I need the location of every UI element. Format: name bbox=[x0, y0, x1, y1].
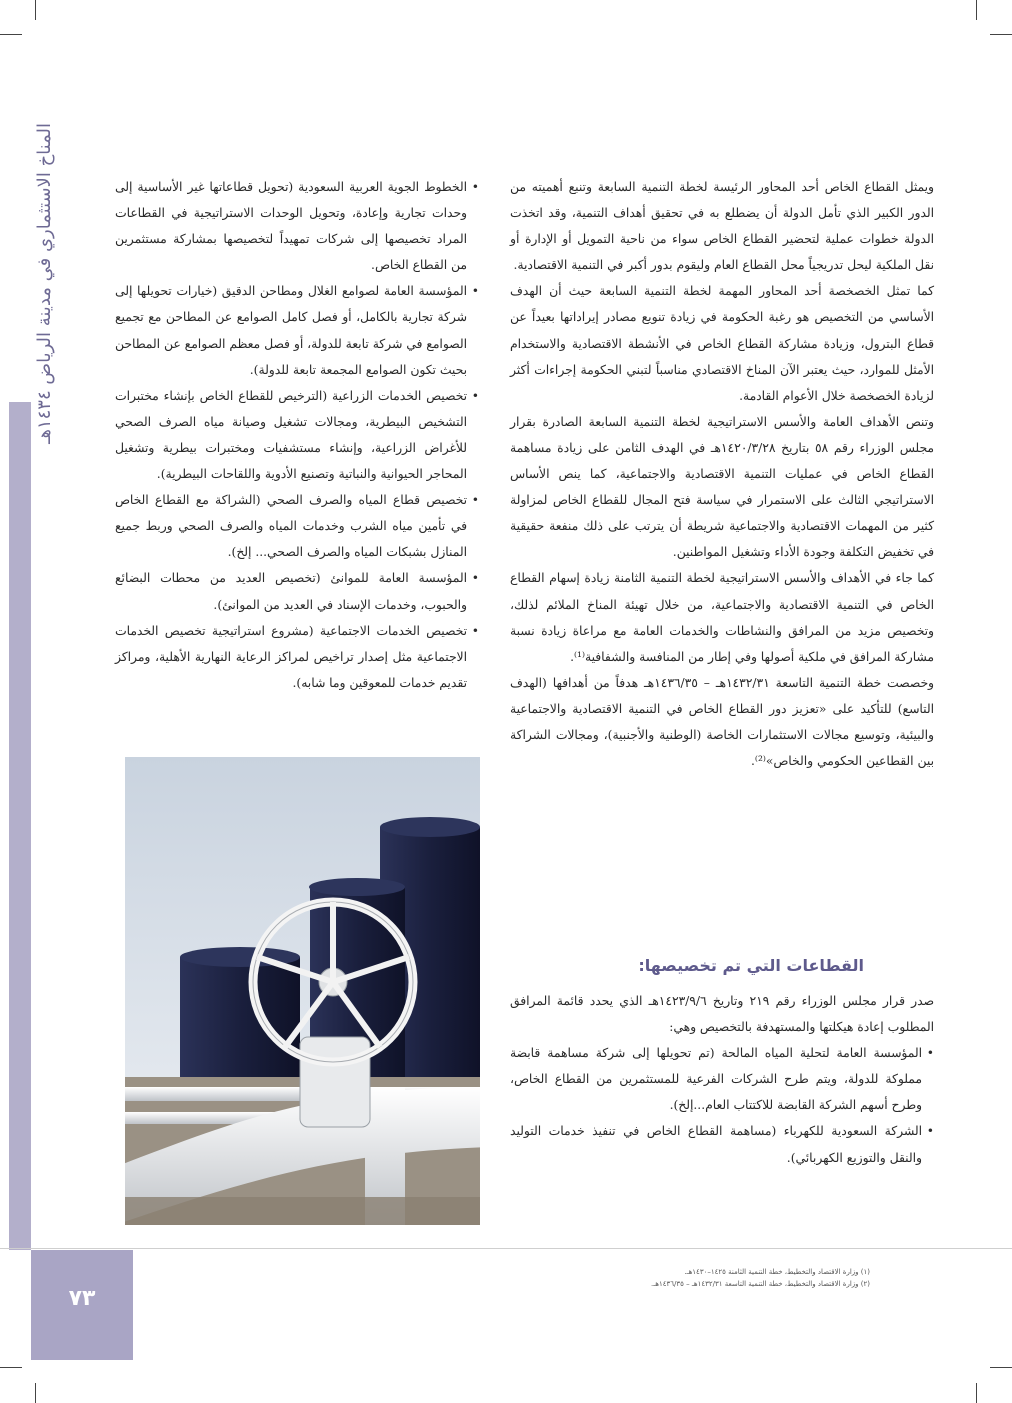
paragraph: وخصصت خطة التنمية التاسعة ١٤٣٢/٣١هـ – ١٤٣٦/٣٥هـ هدفاً من أهدافها (الهدف التاسع) للتأكيد على «تعزيز دور القطاع الخاص في التنمية الاقتصادية والاجتماعية والبيئية، وتوسيع مجالات الاستثمارات الخاصة (الوطنية والأجنبية)، ومجالات الشراكة بين القطاعين الحكومي والخاص»⁽²⁾. bbox=[510, 675, 934, 769]
paragraph: كما جاء في الأهداف والأسس الاستراتيجية لخطة التنمية الثامنة زيادة إسهام القطاع الخاص في التنمية الاقتصادية والاجتماعية، من خلال تهيئة المناخ الملائم لذلك، وتخصيص مزيد من المرافق والنشاطات والخدمات العامة مع مراعاة زيادة نسبة مشاركة المرافق في ملكية أصولها وفي إطار من المنافسة والشفافية⁽¹⁾. bbox=[510, 571, 934, 664]
list-item: • تخصيص الخدمات الاجتماعية (مشروع استراتيجية تخصيص الخدمات الاجتماعية مثل إصدار تراخيص لمراكز الرعاية النهارية الأهلية، ومراكز تقديم خدمات للمعوقين وما شابه). bbox=[115, 618, 479, 696]
list-item: • المؤسسة العامة لتحلية المياه المالحة (تم تحويلها إلى شركة مساهمة قابضة مملوكة للدولة، ويتم طرح الشركات الفرعية للمستثمرين من القطاع الخاص، وطرح أسهم الشركة القابضة للاكتتاب العام...إلخ). bbox=[510, 1040, 934, 1118]
section-heading: القطاعات التي تم تخصيصها: bbox=[638, 956, 864, 975]
crop-mark bbox=[0, 1367, 22, 1368]
footnotes bbox=[500, 1266, 870, 1290]
sidebar-band bbox=[9, 402, 31, 1250]
crop-mark bbox=[35, 1383, 36, 1403]
list-item: • الخطوط الجوية العربية السعودية (تحويل قطاعاتها غير الأساسية إلى وحدات تجارية وإعادة، وتحويل الوحدات الاستراتيجية في القطاعات المراد تخصيصها إلى شركات تمهيداً لتخصيصها بمشاركة مستثمرين من القطاع الخاص. bbox=[115, 174, 479, 278]
section-intro: صدر قرار مجلس الوزراء رقم ٢١٩ وتاريخ ١٤٢٣/٩/٦هـ الذي يحدد قائمة المرافق المطلوب إعادة هيكلتها والمستهدفة بالتخصيص وهي: bbox=[510, 994, 934, 1035]
right-column bbox=[510, 174, 934, 774]
sectors-list bbox=[115, 174, 479, 696]
footnote-divider bbox=[0, 1248, 1012, 1249]
crop-mark bbox=[990, 1367, 1012, 1368]
crop-mark bbox=[976, 1383, 977, 1403]
privatized-list bbox=[510, 1040, 934, 1170]
paragraph: ويمثل القطاع الخاص أحد المحاور الرئيسة لخطة التنمية السابعة وتنبع أهميته من الدور الكبير الذي تأمل الدولة أن يضطلع به في تحقيق أهداف التنمية، وقد اتخذت الدولة خطوات عملية لتحضير القطاع الخاص سواء من ناحية التمويل أو الإدارة أو نقل الملكية ليحل تدريجياً محل القطاع العام وليقوم بدور أكبر في التنمية الاقتصادية. bbox=[510, 180, 934, 273]
running-title: المناخ الاستثماري في مدينة الرياض ١٤٣٤هـ bbox=[34, 123, 55, 444]
paragraph: وتنص الأهداف العامة والأسس الاستراتيجية لخطة التنمية السابعة الصادرة بقرار مجلس الوزراء رقم ٥٨ بتاريخ ١٤٢٠/٣/٢٨هـ في الهدف الثامن على زيادة مساهمة القطاع الخاص في عمليات التنمية الاقتصادية والاجتماعية، كما ينص الأساس الاستراتيجي الثالث على الاستمرار في سياسة فتح المجال للقطاع الخاص لمزاولة كثير من المهمات الاقتصادية والاجتماعية شريطة أن يترتب على ذلك منفعة حقيقية في تخفيض التكلفة وجودة الأداء وتشغيل المواطنين. bbox=[510, 414, 934, 560]
industrial-plant-photo bbox=[125, 757, 480, 1225]
crop-mark bbox=[35, 0, 36, 20]
left-column bbox=[115, 174, 479, 696]
list-item: • المؤسسة العامة للموانئ (تخصيص العديد من محطات البضائع والحبوب، وخدمات الإسناد في العديد من الموانئ). bbox=[115, 565, 479, 617]
paragraph: كما تمثل الخصخصة أحد المحاور المهمة لخطة التنمية السابعة حيث أن الهدف الأساسي من التخصيص هو رغبة الحكومة في زيادة تنويع مصادر إيراداتها بعيداً عن قطاع البترول، وزيادة مشاركة القطاع الخاص في الأنشطة الاقتصادية والاستخدام الأمثل للموارد، حيث يعتبر الآن المناخ الاقتصادي مناسباً لتبني الحكومة إجراءات أكثر لزيادة الخصخصة خلال الأعوام القادمة. bbox=[510, 284, 934, 403]
list-item: • تخصيص الخدمات الزراعية (الترخيص للقطاع الخاص بإنشاء مختبرات التشخيص البيطرية، ومجالات تشغيل وصيانة مياه الصرف الصحي للأغراض الزراعية، وإنشاء مستشفيات ومختبرات بيطرية وتشغيل المحاجر الحيوانية والنباتية وتصنيع الأدوية واللقاحات البيطرية). bbox=[115, 383, 479, 487]
crop-mark bbox=[976, 0, 977, 20]
page-number: ٧٣ bbox=[68, 1286, 96, 1311]
crop-mark bbox=[990, 34, 1012, 35]
section-body bbox=[510, 988, 934, 1171]
list-item: • تخصيص قطاع المياه والصرف الصحي (الشراكة مع القطاع الخاص في تأمين مياه الشرب وخدمات المياه والصرف الصحي وربط جميع المنازل بشبكات المياه والصرف الصحي... إلخ). bbox=[115, 487, 479, 565]
industrial-storage-tanks-valve-photo bbox=[125, 757, 480, 1225]
footnote: (٢) وزارة الاقتصاد والتخطيط، خطة التنمية التاسعة ١٤٣٢/٣١هـ – ١٤٣٦/٣٥هـ. bbox=[651, 1280, 870, 1288]
crop-mark bbox=[0, 34, 22, 35]
footnote: (١) وزارة الاقتصاد والتخطيط، خطة التنمية الثامنة ١٤٢٥–١٤٣٠هـ. bbox=[684, 1268, 870, 1276]
page-number-box bbox=[31, 1250, 133, 1360]
list-item: • المؤسسة العامة لصوامع الغلال ومطاحن الدقيق (خيارات تحويلها إلى شركة تجارية بالكامل، أو فصل كامل الصوامع عن المطاحن مع تجميع الصوامع في شركة تابعة للدولة، أو فصل معظم الصوامع عن المطاحن بحيث تكون الصوامع المجمعة تابعة للدولة). bbox=[115, 278, 479, 382]
list-item: • الشركة السعودية للكهرباء (مساهمة القطاع الخاص في تنفيذ خدمات التوليد والنقل والتوزيع الكهربائي). bbox=[510, 1118, 934, 1170]
